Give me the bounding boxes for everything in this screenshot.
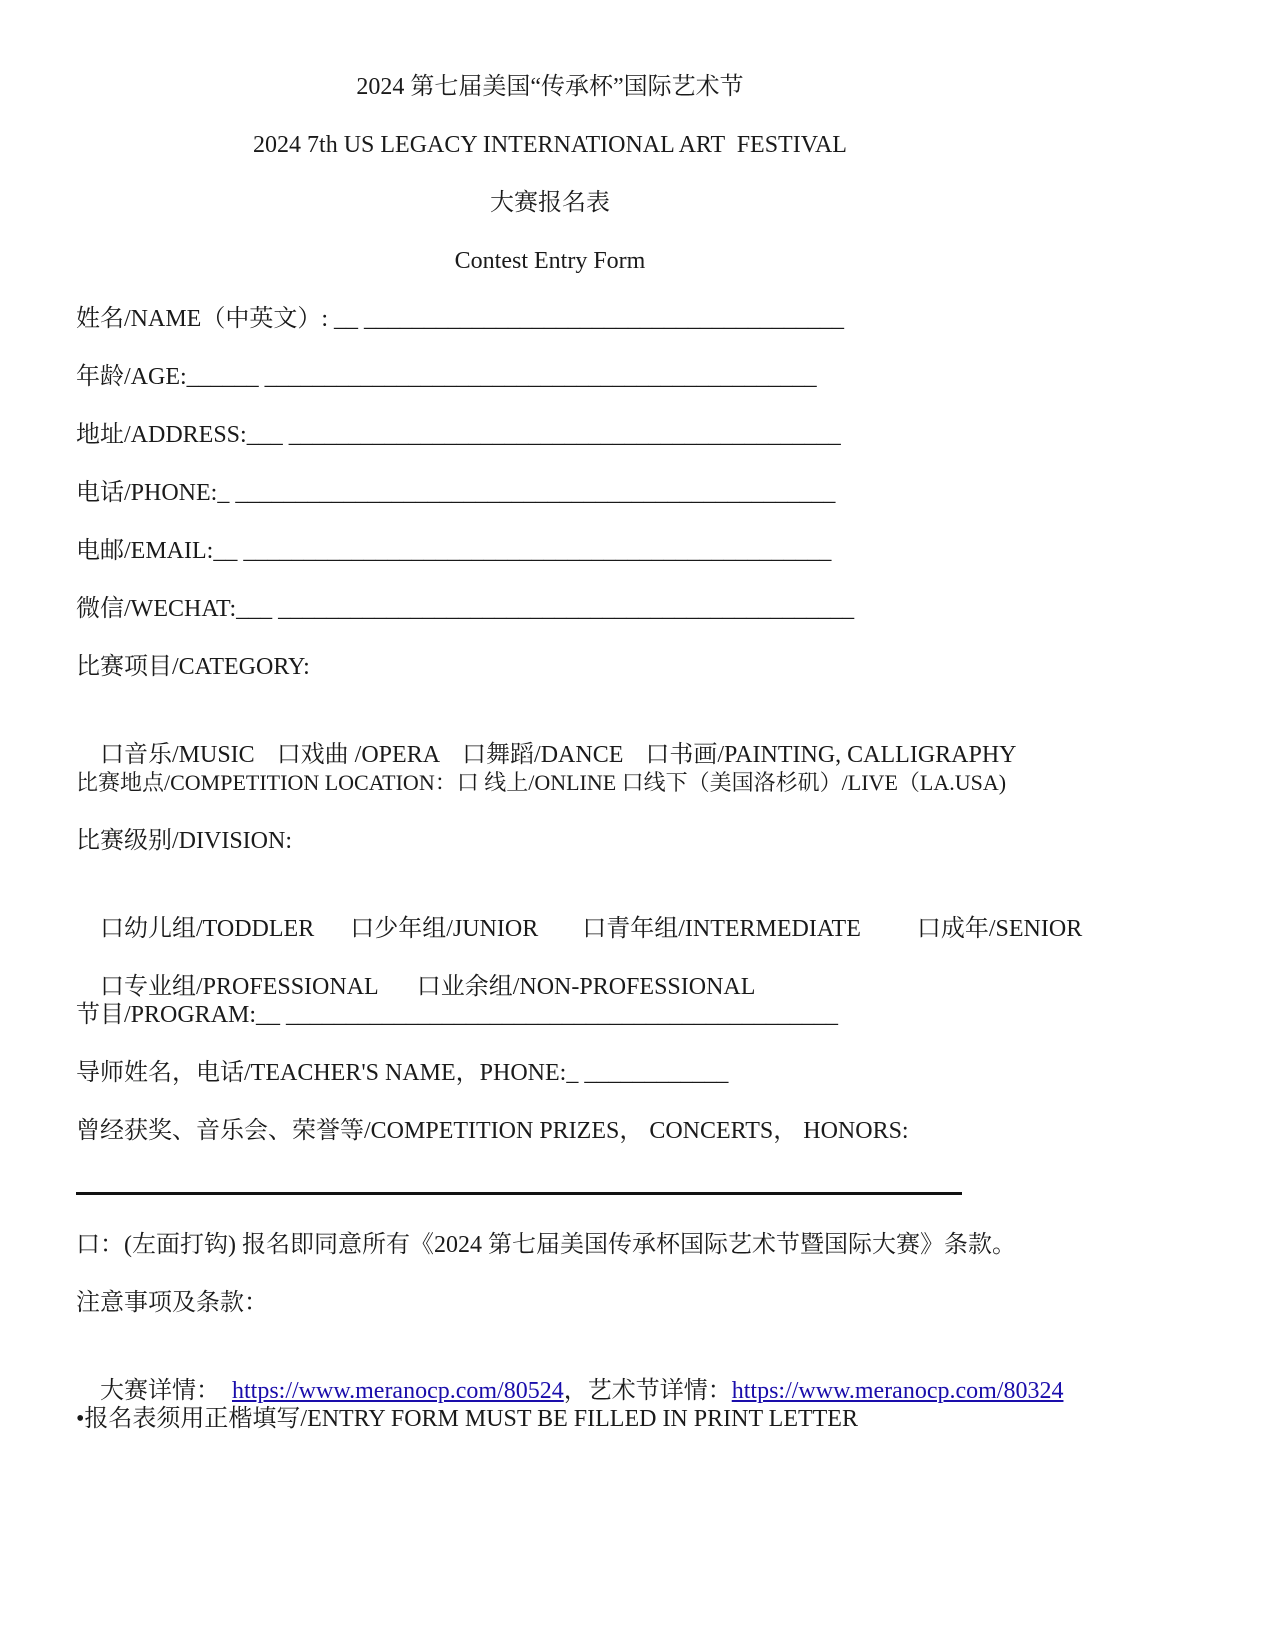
name-field[interactable]: 姓名/NAME（中英文）: __ ________________________________________ bbox=[76, 306, 844, 332]
contest-details-link[interactable]: https://www.meranocp.com/80524 bbox=[232, 1378, 564, 1404]
age-field[interactable]: 年龄/AGE:______ ______________________________________________ bbox=[76, 364, 817, 390]
notes-label: 注意事项及条款： bbox=[76, 1290, 268, 1316]
category-option-opera[interactable]: 口戏曲 /OPERA bbox=[276, 742, 441, 768]
address-field[interactable]: 地址/ADDRESS:___ ______________________________________________ bbox=[76, 422, 841, 448]
form-title-english: Contest Entry Form bbox=[454, 248, 646, 274]
contest-details-label: 大赛详情： bbox=[100, 1378, 220, 1404]
division-option-intermediate[interactable]: 口青年组/INTERMEDIATE bbox=[582, 916, 861, 942]
category-label: 比赛项目/CATEGORY: bbox=[76, 654, 310, 680]
location-options[interactable]: 比赛地点/COMPETITION LOCATION：口 线上/ONLINE 口线下（美国洛杉矶）/LIVE（LA.USA) bbox=[76, 770, 1007, 795]
division-option-non-professional[interactable]: 口业余组/NON-PROFESSIONAL bbox=[416, 974, 756, 1000]
prizes-label: 曾经获奖、音乐会、荣誉等/COMPETITION PRIZES， CONCERTS， HONORS: bbox=[76, 1118, 909, 1144]
wechat-field[interactable]: 微信/WECHAT:___ ________________________________________________ bbox=[76, 596, 855, 622]
title-chinese: 2024 第七届美国“传承杯”国际艺术节 bbox=[356, 74, 744, 100]
phone-field[interactable]: 电话/PHONE:_ __________________________________________________ bbox=[76, 480, 836, 506]
division-option-junior[interactable]: 口少年组/JUNIOR bbox=[350, 916, 539, 942]
category-option-painting[interactable]: 口书画/PAINTING, CALLIGRAPHY bbox=[645, 742, 1017, 768]
division-option-senior[interactable]: 口成年/SENIOR bbox=[916, 916, 1083, 942]
festival-details-link[interactable]: https://www.meranocp.com/80324 bbox=[731, 1378, 1064, 1404]
prizes-answer-line[interactable] bbox=[76, 1192, 962, 1195]
form-title-chinese: 大赛报名表 bbox=[490, 190, 610, 216]
teacher-field[interactable]: 导师姓名，电话/TEACHER'S NAME，PHONE:_ ____________ bbox=[76, 1060, 729, 1086]
category-option-music[interactable]: 口音乐/MUSIC bbox=[100, 742, 255, 768]
division-label: 比赛级别/DIVISION: bbox=[76, 828, 292, 854]
festival-details-label: 艺术节详情： bbox=[587, 1378, 732, 1404]
division-option-toddler[interactable]: 口幼儿组/TODDLER bbox=[100, 916, 315, 942]
print-letter-note: •报名表须用正楷填写/ENTRY FORM MUST BE FILLED IN PRINT LETTER bbox=[76, 1406, 858, 1432]
details-separator: ， bbox=[563, 1378, 588, 1404]
email-field[interactable]: 电邮/EMAIL:__ _________________________________________________ bbox=[76, 538, 832, 564]
program-field[interactable]: 节目/PROGRAM:__ ______________________________________________ bbox=[76, 1002, 839, 1028]
title-english: 2024 7th US LEGACY INTERNATIONAL ART FESTIVAL bbox=[253, 132, 847, 158]
division-option-professional[interactable]: 口专业组/PROFESSIONAL bbox=[100, 974, 379, 1000]
agreement-checkbox[interactable]: 口：(左面打钩) 报名即同意所有《2024 第七届美国传承杯国际艺术节暨国际大赛》条款。 bbox=[76, 1232, 1016, 1258]
category-option-dance[interactable]: 口舞蹈/DANCE bbox=[462, 742, 624, 768]
